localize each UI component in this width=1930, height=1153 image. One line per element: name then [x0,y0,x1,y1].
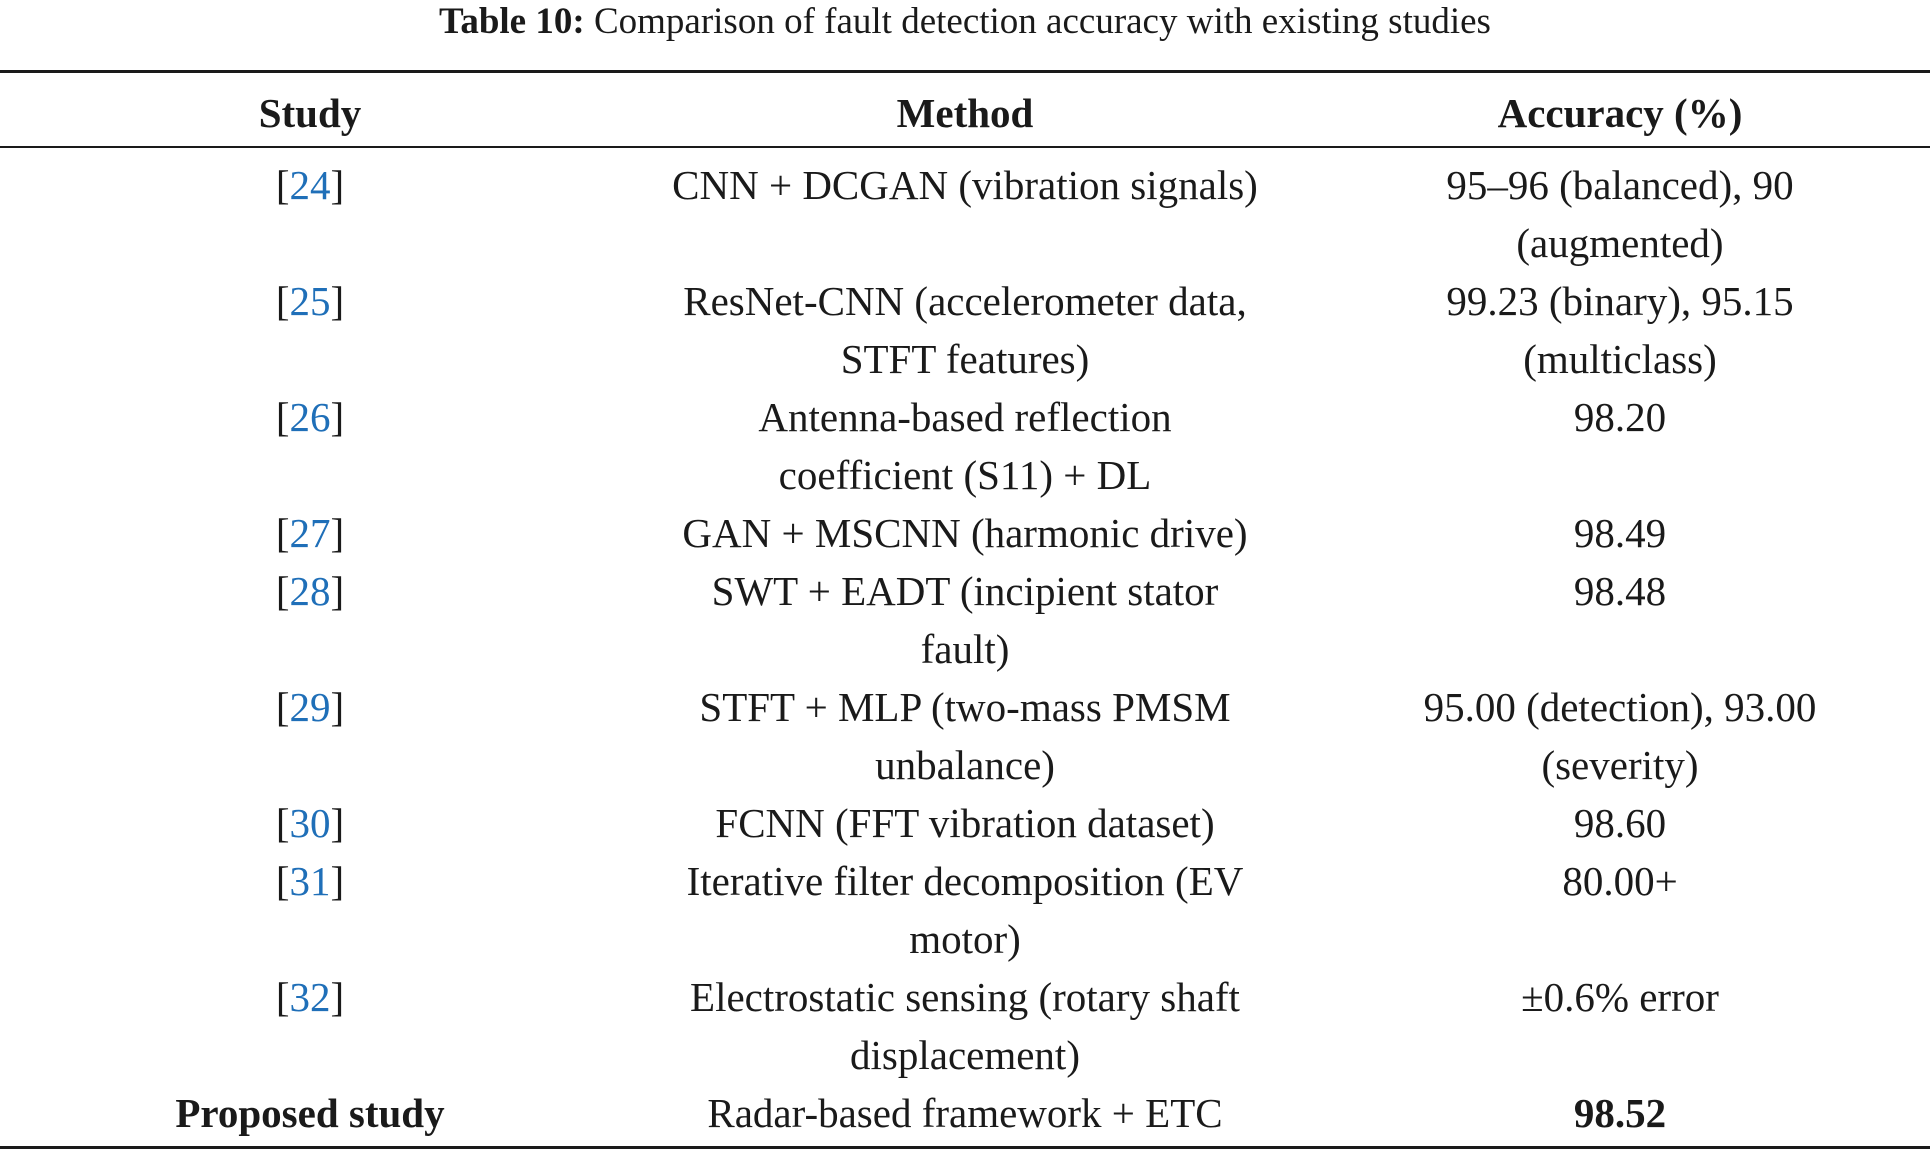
accuracy-line: 98.52 [1573,1090,1667,1136]
reference-link[interactable]: 26 [289,394,331,440]
method-line: GAN + MSCNN (harmonic drive) [682,510,1248,556]
method-line: ResNet-CNN (accelerometer data, [683,278,1247,324]
table-row-study: [26] [275,394,345,440]
table-row-method [620,852,1310,968]
method-line: Iterative filter decomposition (EV [686,858,1244,904]
accuracy-line: 98.60 [1573,800,1667,846]
reference-link[interactable]: 24 [289,162,331,208]
table-row-accuracy [1310,504,1930,562]
table-row-method [620,562,1310,678]
table-caption [0,0,1930,44]
accuracy-line: 98.48 [1573,568,1667,614]
table-row-method [620,794,1310,852]
table-row-method [620,272,1310,388]
accuracy-line: (augmented) [1516,220,1724,266]
table-row-accuracy [1310,968,1930,1026]
table-row-study: [28] [275,568,345,614]
method-line: STFT + MLP (two-mass PMSM [699,684,1231,730]
accuracy-line: 95.00 (detection), 93.00 [1423,684,1817,730]
accuracy-line: (multiclass) [1523,336,1717,382]
table-row-study: [27] [275,510,345,556]
table-bottom-rule [0,1146,1930,1149]
table-row-accuracy [1310,388,1930,446]
table-top-rule [0,70,1930,73]
reference-link[interactable]: 29 [289,684,331,730]
method-line: Antenna-based reflection [758,394,1172,440]
table-header-rule [0,146,1930,148]
accuracy-line: 95–96 (balanced), 90 [1446,162,1794,208]
reference-link[interactable]: 32 [289,974,331,1020]
method-line: unbalance) [875,742,1055,788]
method-line: FCNN (FFT vibration dataset) [715,800,1215,846]
accuracy-line: 80.00+ [1562,858,1678,904]
reference-link[interactable]: 27 [289,510,331,556]
table-row-study: [25] [275,278,345,324]
proposed-accuracy [1310,1084,1930,1142]
accuracy-line: (severity) [1541,742,1699,788]
table-caption-text: Comparison of fault detection accuracy with existing studies [593,1,1491,42]
table-row-accuracy [1310,794,1930,852]
table-row-method [620,968,1310,1084]
table-row-accuracy [1310,562,1930,620]
method-line: SWT + EADT (incipient stator [711,568,1219,614]
method-line: Electrostatic sensing (rotary shaft [690,974,1240,1020]
reference-link[interactable]: 31 [289,858,331,904]
table-row-method [620,678,1310,794]
header-accuracy: Accuracy (%) [1497,90,1743,136]
table-row-method [620,388,1310,504]
method-line: coefficient (S11) + DL [778,452,1152,498]
table-row-accuracy [1310,156,1930,272]
accuracy-line: 98.20 [1573,394,1667,440]
method-line: displacement) [850,1032,1080,1078]
method-line: CNN + DCGAN (vibration signals) [672,162,1258,208]
table-row-study: [32] [275,974,345,1020]
proposed-study-label: Proposed study [175,1090,445,1136]
method-line: fault) [920,626,1010,672]
method-line: motor) [909,916,1021,962]
accuracy-line: ±0.6% error [1521,974,1719,1020]
table-row-study: [24] [275,162,345,208]
table-row-study: [29] [275,684,345,730]
table-row-accuracy [1310,272,1930,388]
table-row-study: [31] [275,858,345,904]
reference-link[interactable]: 28 [289,568,331,614]
reference-link[interactable]: 30 [289,800,331,846]
header-method: Method [896,90,1034,136]
accuracy-line: 99.23 (binary), 95.15 [1446,278,1794,324]
table-row-method [620,156,1310,214]
header-study: Study [258,90,362,136]
method-line: STFT features) [840,336,1090,382]
table-caption-label: Table 10: [439,1,585,42]
table-row-accuracy [1310,678,1930,794]
method-line: Radar-based framework + ETC [707,1090,1223,1136]
accuracy-line: 98.49 [1573,510,1667,556]
table-row-method [620,504,1310,562]
reference-link[interactable]: 25 [289,278,331,324]
table-row-method [620,1084,1310,1142]
table-row-study: [30] [275,800,345,846]
table-row-accuracy [1310,852,1930,910]
